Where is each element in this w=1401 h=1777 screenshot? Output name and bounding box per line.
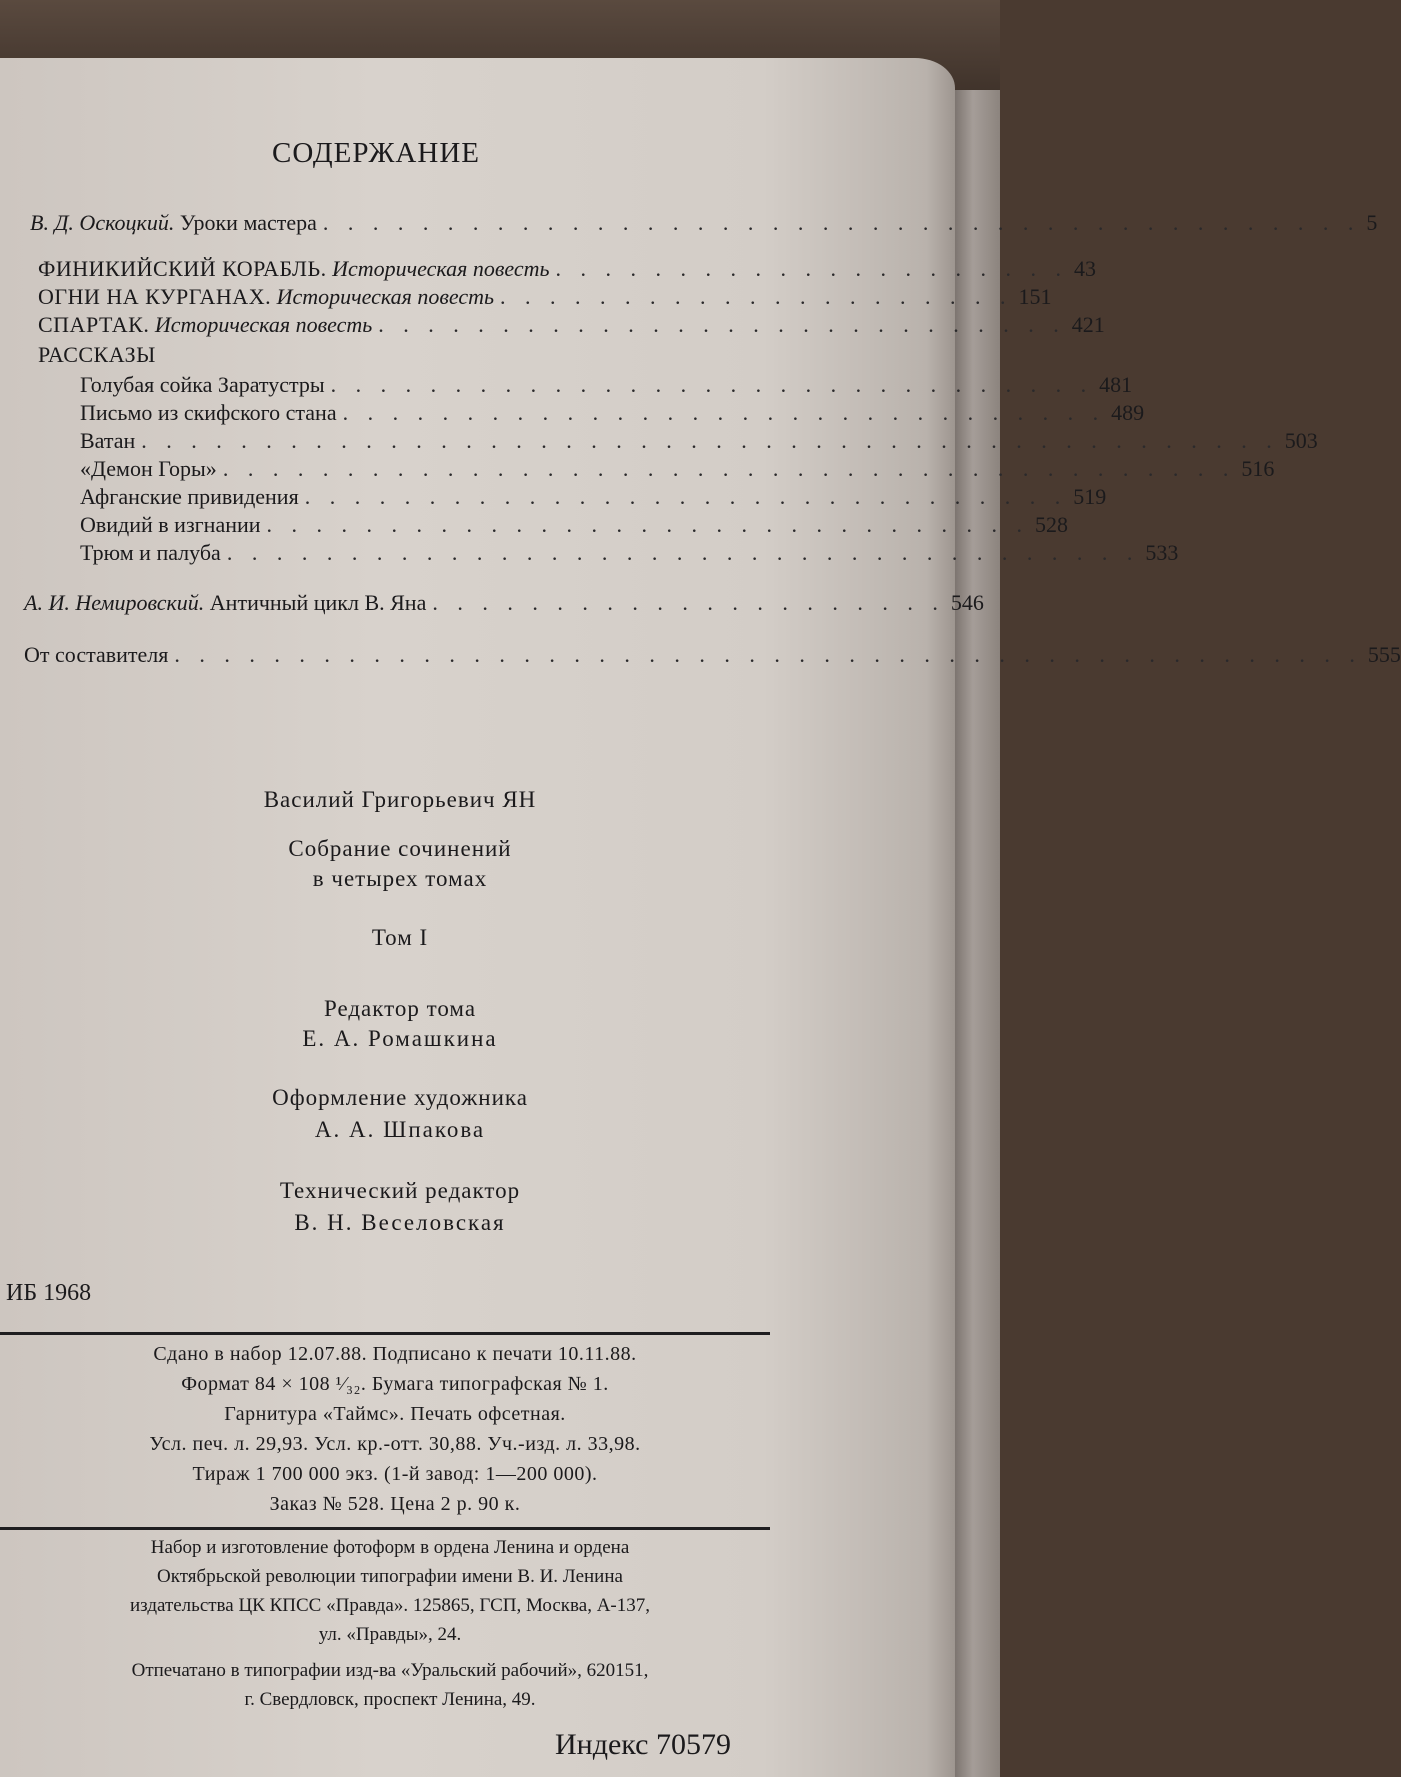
toc-story-title: Афганские привидения (80, 484, 299, 509)
toc-page-number: 555 (1367, 642, 1401, 667)
toc-leader: . . . . . . . . . . . . . . . . . . . . . . . . . . . . (378, 312, 1066, 337)
divider (0, 1527, 770, 1530)
toc-story-title: Овидий в изгнании (80, 512, 261, 537)
printer-line: издательства ЦК КПСС «Правда». 125865, ГСП, Москва, А-137, (130, 1595, 650, 1616)
imprint-line: Тираж 1 700 000 экз. (1-й завод: 1—200 000). (192, 1463, 598, 1485)
toc-page-number: 481 (1099, 372, 1133, 397)
ib-number: ИБ 1968 (6, 1280, 92, 1306)
toc-entry-genre: Историческая повесть (154, 312, 373, 337)
toc-entry-author: В. Д. Оскоцкий. (30, 210, 175, 235)
index-number: Индекс 70579 (555, 1728, 731, 1761)
toc-story-title: Голубая сойка Заратустры (80, 372, 325, 397)
toc-section-title: РАССКАЗЫ (38, 342, 156, 367)
toc-leader: . . . . . . . . . . . . . . . . . . . . . . . . . . . . . . . . . . . . . . . . . . . . . . (141, 428, 1279, 453)
printer-line: ул. «Правды», 24. (318, 1624, 462, 1645)
editor-label: Редактор тома (323, 996, 477, 1021)
toc-page-number: 421 (1071, 312, 1105, 337)
toc-entry-title: От составителя (24, 642, 169, 667)
toc-entry (24, 642, 1401, 668)
toc-page-number: 519 (1073, 484, 1107, 509)
toc-leader: . . . . . . . . . . . . . . . . . . . . . (432, 590, 945, 615)
toc-leader: . . . . . . . . . . . . . . . . . . . . . . . . . . . . . . . (304, 484, 1068, 509)
imprint-line: Формат 84 × 108 ¹⁄₃₂. Бумага типографская № 1. (181, 1373, 609, 1395)
printer-line: Набор и изготовление фотоформ в ордена Ленина и ордена (150, 1537, 630, 1558)
toc-page-number: 489 (1111, 400, 1145, 425)
imprint-line: Гарнитура «Таймс». Печать офсетная. (224, 1403, 566, 1425)
volume-number: Том I (371, 925, 429, 950)
toc-entry-title: Уроки мастера (179, 210, 317, 235)
collection-title-line2: в четырех томах (312, 866, 488, 891)
toc-story (80, 512, 1069, 538)
toc-entry-title: Античный цикл В. Яна (209, 590, 427, 615)
toc-page-number: 533 (1145, 540, 1179, 565)
book-author: Василий Григорьевич ЯН (263, 787, 537, 812)
toc-entry (38, 284, 1052, 310)
toc-entry (24, 590, 984, 616)
printer-line: Отпечатано в типографии изд-ва «Уральский рабочий», 620151, (131, 1660, 649, 1681)
editor-name: Е. А. Ромашкина (302, 1026, 498, 1051)
toc-story (80, 484, 1107, 510)
toc-entry-title: ОГНИ НА КУРГАНАХ. (38, 284, 272, 309)
imprint-line: Усл. печ. л. 29,93. Усл. кр.-отт. 30,88. Уч.-изд. л. 33,98. (149, 1433, 641, 1455)
toc-entry (30, 210, 1378, 236)
printer-line: г. Свердловск, проспект Ленина, 49. (244, 1689, 536, 1710)
toc-entry-genre: Историческая повесть (276, 284, 495, 309)
toc-story-title: Трюм и палуба (80, 540, 221, 565)
toc-leader: . . . . . . . . . . . . . . . . . . . . . . . . . . . . . . . (330, 372, 1094, 397)
toc-leader: . . . . . . . . . . . . . . . . . . . . . . . . . . . . . . . (342, 400, 1106, 425)
design-name: А. А. Шпакова (314, 1117, 486, 1142)
toc-leader: . . . . . . . . . . . . . . . . . . . . . . . . . . . . . . . . . . . . . . . . . (222, 456, 1236, 481)
toc-heading: СОДЕРЖАНИЕ (272, 137, 480, 169)
toc-entry-title: ФИНИКИЙСКИЙ КОРАБЛЬ. (38, 256, 327, 281)
toc-page-number: 528 (1035, 512, 1069, 537)
toc-story (80, 540, 1179, 566)
toc-entry (38, 312, 1105, 338)
toc-leader: . . . . . . . . . . . . . . . . . . . . . . . . . . . . . . . (266, 512, 1030, 537)
imprint-line: Сдано в набор 12.07.88. Подписано к печати 10.11.88. (153, 1343, 637, 1365)
toc-leader: . . . . . . . . . . . . . . . . . . . . . . . . . . . . . . . . . . . . . (226, 540, 1140, 565)
tech-editor-label: Технический редактор (279, 1178, 521, 1203)
collection-title-line1: Собрание сочинений (288, 836, 512, 861)
toc-story (80, 400, 1145, 426)
toc-leader: . . . . . . . . . . . . . . . . . . . . . . . . . . . . . . . . . . . . . . . . . . (322, 210, 1361, 235)
toc-story-title: «Демон Горы» (80, 456, 217, 481)
printer-line: Октябрьской революции типографии имени В. И. Ленина (157, 1566, 623, 1587)
design-label: Оформление художника (272, 1085, 528, 1110)
toc-story (80, 428, 1318, 454)
toc-page-number: 503 (1284, 428, 1318, 453)
divider (0, 1332, 770, 1335)
toc-leader: . . . . . . . . . . . . . . . . . . . . . (500, 284, 1013, 309)
toc-page-number: 43 (1074, 256, 1097, 281)
toc-entry-author: А. И. Немировский. (24, 590, 205, 615)
toc-story-title: Письмо из скифского стана (80, 400, 337, 425)
toc-entry-genre: Историческая повесть (332, 256, 550, 281)
toc-page-number: 516 (1241, 456, 1275, 481)
toc-story (80, 372, 1133, 398)
toc-page-number: 546 (950, 590, 984, 615)
toc-page-number: 5 (1366, 210, 1378, 235)
toc-page-number: 151 (1018, 284, 1052, 309)
imprint-line: Заказ № 528. Цена 2 р. 90 к. (269, 1493, 521, 1515)
toc-entry-title: СПАРТАК. (38, 312, 150, 337)
tech-editor-name: В. Н. Веселовская (294, 1210, 506, 1235)
toc-leader: . . . . . . . . . . . . . . . . . . . . . . . . . . . . . . . . . . . . . . . . . . . . . . . . (174, 642, 1362, 667)
toc-entry (38, 256, 1097, 282)
toc-leader: . . . . . . . . . . . . . . . . . . . . . (555, 256, 1069, 281)
toc-story (80, 456, 1275, 482)
toc-story-title: Ватан (80, 428, 136, 453)
